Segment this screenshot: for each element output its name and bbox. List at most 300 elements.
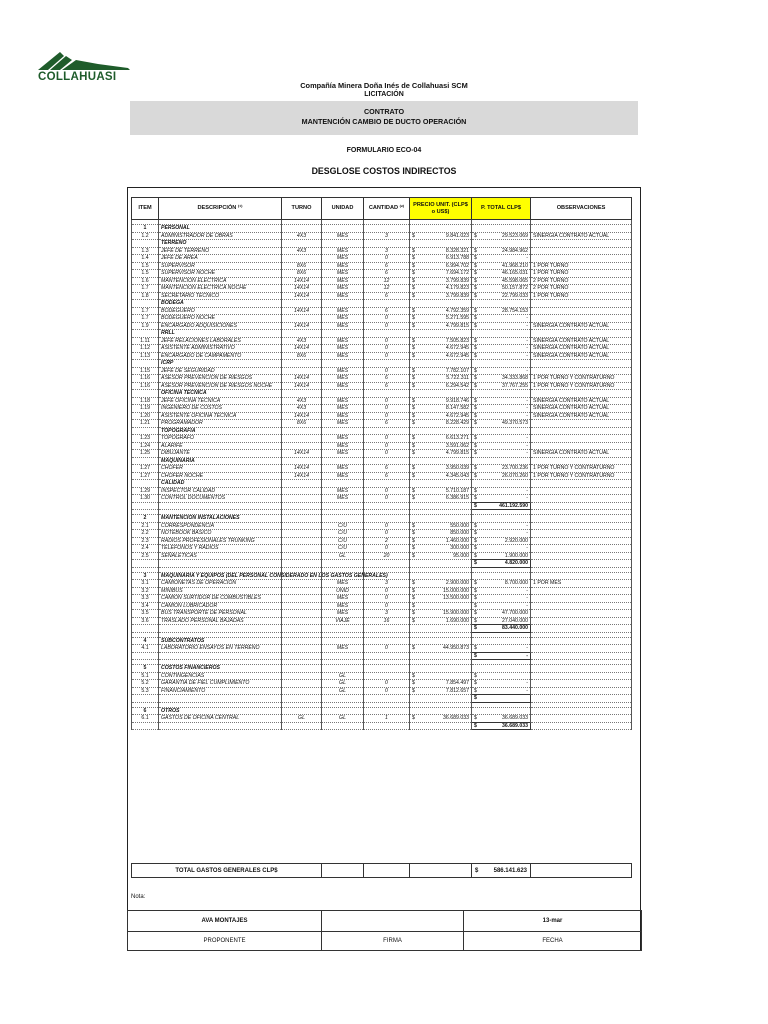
currency-symbol: $	[412, 292, 415, 299]
unit-price-cell	[410, 465, 472, 473]
unit-price-cell	[410, 420, 472, 428]
currency-symbol: $	[474, 292, 477, 299]
unit-price-cell	[410, 292, 472, 300]
table-header	[132, 198, 632, 220]
table-row	[132, 352, 632, 360]
cantidad-cell: 0	[364, 412, 410, 420]
table-row	[132, 495, 632, 503]
currency-symbol: $	[474, 307, 477, 314]
table-row	[132, 427, 632, 435]
turno-cell: 4X3	[282, 232, 322, 240]
table-row	[132, 687, 632, 695]
table-row	[132, 270, 632, 278]
cantidad-cell: 6	[364, 270, 410, 278]
description-cell: CHOFER	[159, 465, 282, 473]
observaciones-cell	[531, 255, 632, 263]
item-number	[132, 457, 159, 465]
proponente-value: AVA MONTAJES	[128, 911, 322, 932]
unit-price-cell	[410, 610, 472, 618]
item-number	[132, 300, 159, 308]
turno-cell	[282, 435, 322, 443]
header-cell: ITEM	[132, 198, 159, 220]
total-price-cell	[472, 397, 531, 405]
page-title: DESGLOSE COSTOS INDIRECTOS	[311, 166, 457, 176]
cantidad-cell: 6	[364, 420, 410, 428]
item-number: 3.3	[132, 595, 159, 603]
table-row	[132, 285, 632, 293]
subtotal-cell	[472, 502, 531, 510]
total-price-cell	[472, 405, 531, 413]
cantidad-cell: 0	[364, 495, 410, 503]
observaciones-cell	[531, 530, 632, 538]
turno-cell: 14X14	[282, 412, 322, 420]
total-price-cell	[472, 270, 531, 278]
unit-price: 5.710.187	[445, 487, 469, 494]
currency-symbol: $	[474, 442, 477, 449]
description-cell: NOTEBOOK BASICO	[159, 530, 282, 538]
observaciones-cell: 1 POR TURNO Y CONTRATURNO	[531, 382, 632, 390]
table-row	[132, 240, 632, 248]
table-row	[132, 695, 632, 703]
table-row	[132, 300, 632, 308]
unit-price-cell	[410, 277, 472, 285]
unidad-cell: GL	[322, 715, 364, 723]
observaciones-cell	[531, 442, 632, 450]
unidad-cell: MES	[322, 602, 364, 610]
cantidad-cell: 16	[364, 617, 410, 625]
turno-cell	[282, 487, 322, 495]
total-price-cell	[472, 442, 531, 450]
cantidad-cell: 12	[364, 277, 410, 285]
total-price-cell	[472, 232, 531, 240]
total-price-cell	[472, 587, 531, 595]
currency-symbol: $	[412, 375, 415, 381]
turno-cell	[282, 687, 322, 695]
table-row	[132, 345, 632, 353]
turno-cell: 14X14	[282, 472, 322, 480]
currency-symbol: $	[474, 397, 477, 404]
observaciones-cell	[531, 247, 632, 255]
cantidad-cell: 6	[364, 465, 410, 473]
table-row	[132, 262, 632, 270]
cantidad-cell: 3	[364, 580, 410, 588]
total-price-cell	[472, 472, 531, 480]
unit-price: 7.782.107	[445, 367, 469, 374]
unidad-cell: MES	[322, 472, 364, 480]
unidad-cell: MES	[322, 285, 364, 293]
description-cell: ADMINISTRADOR DE OBRAS	[159, 232, 282, 240]
description-cell: RADIOS PROFESIONALES TRUNKING	[159, 537, 282, 545]
unidad-cell: MES	[322, 247, 364, 255]
cantidad-cell	[364, 672, 410, 680]
currency-symbol: $	[474, 322, 477, 329]
table-row	[132, 580, 632, 588]
item-number: 1.19	[132, 405, 159, 413]
total-price: -	[526, 680, 528, 686]
unit-price-cell	[410, 367, 472, 375]
currency-symbol: $	[412, 397, 415, 404]
observaciones-cell: 1 POR TURNO	[531, 292, 632, 300]
description-cell: CHOFER NOCHE	[159, 472, 282, 480]
table-row	[132, 545, 632, 553]
section-title: CALIDAD	[159, 480, 282, 488]
contract-name: MANTENCIÓN CAMBIO DE DUCTO OPERACIÓN	[301, 117, 467, 126]
observaciones-cell	[531, 435, 632, 443]
currency-symbol: $	[474, 420, 477, 426]
observaciones-cell	[531, 617, 632, 625]
observaciones-cell	[531, 602, 632, 610]
item-number: 3.6	[132, 617, 159, 625]
total-price: 27.040.000	[502, 617, 528, 624]
currency-symbol: $	[412, 610, 415, 616]
observaciones-cell	[531, 537, 632, 545]
currency-symbol: $	[412, 545, 415, 551]
item-number	[132, 480, 159, 488]
turno-cell	[282, 645, 322, 653]
unit-price: 6.913.788	[445, 255, 469, 261]
item-number: 1.9	[132, 322, 159, 330]
currency-symbol: $	[474, 345, 477, 351]
observaciones-cell: SINERGIA CONTRATO ACTUAL	[531, 412, 632, 420]
item-number: 1.5	[132, 270, 159, 278]
currency-symbol: $	[474, 487, 477, 494]
turno-cell	[282, 255, 322, 263]
cantidad-cell: 0	[364, 367, 410, 375]
currency-symbol: $	[474, 602, 477, 609]
table-row	[132, 487, 632, 495]
unit-price: 2.900.000	[445, 580, 469, 586]
observaciones-cell: 1 POR TURNO Y CONTRATURNO	[531, 375, 632, 383]
description-cell: CAMIONETAS DE OPERACIÓN	[159, 580, 282, 588]
item-number	[132, 360, 159, 368]
header-cell: UNIDAD	[322, 198, 364, 220]
turno-cell: 4X3	[282, 337, 322, 345]
item-number: 1.11	[132, 337, 159, 345]
total-price-cell	[472, 530, 531, 538]
table-row	[132, 530, 632, 538]
table-row	[132, 255, 632, 263]
cantidad-cell: 0	[364, 687, 410, 695]
unit-price: 15.900.000	[443, 610, 469, 616]
currency-symbol: $	[474, 560, 477, 566]
currency-symbol: $	[412, 530, 415, 536]
table-row	[132, 322, 632, 330]
total-price: 1.900.000	[504, 552, 528, 559]
observaciones-cell: SINERGIA CONTRATO ACTUAL	[531, 405, 632, 413]
turno-cell	[282, 602, 322, 610]
unit-price: 9.841.023	[445, 232, 469, 239]
currency-symbol: $	[474, 247, 477, 254]
observaciones-cell	[531, 522, 632, 530]
unit-price: 7.694.172	[445, 270, 469, 276]
unit-price: 44.950.873	[443, 645, 469, 651]
currency-symbol: $	[412, 420, 415, 426]
total-price: 50.157.872	[502, 285, 528, 291]
total-price-cell	[472, 610, 531, 618]
item-number: 2.1	[132, 522, 159, 530]
subtotal-cell	[472, 695, 531, 703]
description-cell: CAMION SURTIDOR DE COMBUSTIBLES	[159, 595, 282, 603]
unit-price-cell	[410, 262, 472, 270]
table-row	[132, 560, 632, 568]
item-number: 2.4	[132, 545, 159, 553]
unit-price: 4.799.815	[445, 322, 469, 329]
total-price-cell	[472, 382, 531, 390]
item-number: 2.5	[132, 552, 159, 560]
header-cell: CANTIDAD ⁽²⁾	[364, 198, 410, 220]
item-number: 4	[132, 637, 159, 645]
currency-symbol: $	[474, 450, 477, 456]
observaciones-cell: 1 POR TURNO Y CONTRATURNO	[531, 465, 632, 473]
description-cell: GASTOS DE OFICINA CENTRAL	[159, 715, 282, 723]
unit-price-cell	[410, 285, 472, 293]
currency-symbol: $	[412, 472, 415, 479]
total-price-cell	[472, 315, 531, 323]
unit-price: 4.179.823	[445, 285, 469, 291]
currency-symbol: $	[474, 232, 477, 239]
unit-price: 6.294.542	[445, 382, 469, 389]
unidad-cell: MES	[322, 465, 364, 473]
currency-symbol: $	[474, 337, 477, 344]
table-row	[132, 625, 632, 633]
unidad-cell: MES	[322, 435, 364, 443]
unit-price: 6.613.271	[445, 435, 469, 441]
unit-price: 1.690.000	[445, 617, 469, 624]
currency-symbol: $	[412, 595, 415, 601]
contract-box	[130, 101, 638, 135]
observaciones-cell	[531, 545, 632, 553]
unit-price: 7.505.823	[445, 337, 469, 344]
currency-symbol: $	[474, 625, 477, 631]
unidad-cell: MES	[322, 262, 364, 270]
currency-symbol: $	[474, 465, 477, 471]
item-number: 5.1	[132, 672, 159, 680]
unit-price-cell	[410, 375, 472, 383]
table-row	[132, 315, 632, 323]
total-price: -	[526, 602, 528, 609]
section-title: COSTOS FINANCIEROS	[159, 665, 282, 673]
description-cell: CORRESPONDENCIA	[159, 522, 282, 530]
unit-price: 3.799.839	[445, 277, 469, 284]
unit-price-cell	[410, 580, 472, 588]
item-number: 4.1	[132, 645, 159, 653]
total-price: -	[526, 495, 528, 501]
item-number: 1.23	[132, 435, 159, 443]
unit-price: 6.994.702	[445, 262, 469, 269]
turno-cell: 14X14	[282, 450, 322, 458]
cantidad-cell: 6	[364, 292, 410, 300]
currency-symbol: $	[412, 232, 415, 239]
subtotal-value: 461.192.590	[499, 502, 528, 509]
item-number: 5	[132, 665, 159, 673]
unit-price: 4.799.815	[445, 450, 469, 456]
total-price-cell	[472, 495, 531, 503]
turno-cell	[282, 522, 322, 530]
currency-symbol: $	[474, 277, 477, 284]
table-row	[132, 307, 632, 315]
turno-cell	[282, 672, 322, 680]
currency-symbol: $	[475, 867, 479, 874]
currency-symbol: $	[474, 695, 477, 701]
table-row	[132, 665, 632, 673]
turno-cell: 8X6	[282, 352, 322, 360]
total-price: -	[526, 315, 528, 321]
currency-symbol: $	[412, 487, 415, 494]
turno-cell	[282, 617, 322, 625]
item-number: 1.3	[132, 247, 159, 255]
currency-symbol: $	[474, 645, 477, 651]
description-cell: MANTENCION ELECTRICA NOCHE	[159, 285, 282, 293]
cantidad-cell: 0	[364, 530, 410, 538]
unidad-cell: C/U	[322, 522, 364, 530]
table-row	[132, 465, 632, 473]
table-row	[132, 457, 632, 465]
unit-price-cell	[410, 472, 472, 480]
total-price-cell	[472, 522, 531, 530]
description-cell: SUPERVISOR	[159, 262, 282, 270]
table-row	[132, 587, 632, 595]
unidad-cell: MES	[322, 345, 364, 353]
unit-price-cell	[410, 487, 472, 495]
cantidad-cell: 0	[364, 255, 410, 263]
currency-symbol: $	[474, 285, 477, 291]
item-number: 2.3	[132, 537, 159, 545]
currency-symbol: $	[412, 552, 415, 559]
header-cell: OBSERVACIONES	[531, 198, 632, 220]
observaciones-cell	[531, 687, 632, 695]
unit-price-cell	[410, 687, 472, 695]
cantidad-cell: 0	[364, 405, 410, 413]
observaciones-cell: 1 POR TURNO	[531, 270, 632, 278]
contrato-label: CONTRATO	[363, 107, 405, 116]
unit-price: 8.147.582	[445, 405, 469, 411]
currency-symbol: $	[474, 405, 477, 411]
cantidad-cell: 0	[364, 442, 410, 450]
total-price: -	[526, 645, 528, 651]
cantidad-cell: 1	[364, 715, 410, 723]
item-number: 1.15	[132, 367, 159, 375]
table-row	[132, 382, 632, 390]
unidad-cell: MES	[322, 442, 364, 450]
currency-symbol: $	[474, 587, 477, 594]
currency-symbol: $	[474, 595, 477, 601]
section-title: SUBCONTRATOS	[159, 637, 282, 645]
unidad-cell: MES	[322, 322, 364, 330]
currency-symbol: $	[474, 352, 477, 359]
firma-value	[322, 911, 464, 932]
description-cell: PROGRAMADOR	[159, 420, 282, 428]
item-number: 3.5	[132, 610, 159, 618]
observaciones-cell: 2 POR TURNO	[531, 285, 632, 293]
unit-price: 95.000	[453, 552, 469, 559]
unit-price-cell	[410, 595, 472, 603]
currency-symbol: $	[474, 412, 477, 419]
total-price-cell	[472, 487, 531, 495]
observaciones-cell: SINERGIA CONTRATO ACTUAL	[531, 232, 632, 240]
description-cell: FINANCIAMIENTO	[159, 687, 282, 695]
unit-price-cell	[410, 315, 472, 323]
section-title: BODEGA	[159, 300, 282, 308]
observaciones-cell	[531, 495, 632, 503]
currency-symbol: $	[412, 435, 415, 441]
total-price-cell	[472, 617, 531, 625]
unit-price: 1.460.000	[445, 537, 469, 544]
currency-symbol: $	[474, 610, 477, 616]
section-title: TERRENO	[159, 240, 282, 248]
table-row	[132, 672, 632, 680]
header-cell: TURNO	[282, 198, 322, 220]
total-price: -	[526, 352, 528, 359]
description-cell: JEFE DE AREA	[159, 255, 282, 263]
table-row	[132, 225, 632, 233]
item-number: 3	[132, 572, 159, 580]
table-row	[132, 330, 632, 338]
cantidad-cell: 0	[364, 545, 410, 553]
table-row	[132, 337, 632, 345]
unit-price-cell	[410, 322, 472, 330]
total-price-cell	[472, 450, 531, 458]
table-row	[132, 602, 632, 610]
section-title: MANTENCION INSTALACIONES	[159, 515, 282, 523]
table-row	[132, 292, 632, 300]
unidad-cell: GL	[322, 680, 364, 688]
description-cell: ASISTENTE ADMINISTRATIVO	[159, 345, 282, 353]
observaciones-cell: 2 POR TURNO	[531, 277, 632, 285]
turno-cell	[282, 680, 322, 688]
turno-cell	[282, 545, 322, 553]
observaciones-cell: SINERGIA CONTRATO ACTUAL	[531, 352, 632, 360]
table-row	[132, 247, 632, 255]
description-cell: JEFE DE SEGURIDAD	[159, 367, 282, 375]
total-price: 8.700.000	[504, 580, 528, 586]
currency-symbol: $	[412, 442, 415, 449]
section-title: MAQUINARIA Y EQUIPOS (DEL PERSONAL CONSIDERADO EN LOS GASTOS GENERALES)	[159, 572, 282, 580]
total-price: -	[526, 435, 528, 441]
unit-price: 3.950.039	[445, 465, 469, 471]
cantidad-cell: 2	[364, 537, 410, 545]
item-number	[132, 390, 159, 398]
cantidad-cell: 0	[364, 352, 410, 360]
observaciones-cell	[531, 552, 632, 560]
total-price-cell	[472, 412, 531, 420]
currency-symbol: $	[412, 285, 415, 291]
currency-symbol: $	[412, 617, 415, 624]
table-row	[132, 715, 632, 723]
item-number	[132, 330, 159, 338]
observaciones-cell: 1 POR TURNO	[531, 262, 632, 270]
turno-cell	[282, 595, 322, 603]
item-number: 1.25	[132, 450, 159, 458]
currency-symbol: $	[412, 405, 415, 411]
observaciones-cell: 1 POR MES	[531, 580, 632, 588]
description-cell: SECRETARIO TECNICO	[159, 292, 282, 300]
currency-symbol: $	[474, 537, 477, 544]
item-number: 1.27	[132, 465, 159, 473]
header-cell: P. TOTAL CLP$	[472, 198, 531, 220]
currency-symbol: $	[412, 247, 415, 254]
item-number: 1.7	[132, 307, 159, 315]
total-price: 46.165.031	[502, 270, 528, 276]
licitacion-label: LICITACIÓN	[364, 91, 404, 98]
unit-price: 7.812.657	[445, 687, 469, 694]
unidad-cell: MES	[322, 232, 364, 240]
currency-symbol: $	[412, 255, 415, 261]
item-number	[132, 427, 159, 435]
total-price: -	[526, 687, 528, 694]
unidad-cell: C/U	[322, 545, 364, 553]
currency-symbol: $	[412, 645, 415, 651]
unit-price: 4.792.359	[445, 307, 469, 314]
